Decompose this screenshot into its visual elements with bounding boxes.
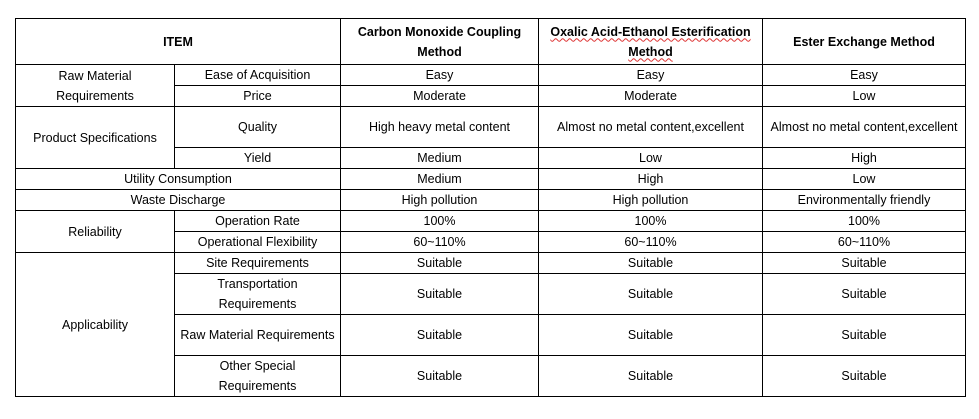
cell-value: 100% (763, 211, 966, 232)
category-product-specifications: Product Specifications (16, 107, 175, 169)
cell-value: High (763, 148, 966, 169)
cell-value: 60~110% (763, 232, 966, 253)
cell-value: 100% (341, 211, 539, 232)
table-row (16, 211, 966, 232)
cell-value: Moderate (341, 86, 539, 107)
subcategory-quality: Quality (175, 107, 341, 148)
cell-value: Suitable (539, 356, 763, 397)
cell-value: 60~110% (539, 232, 763, 253)
subcategory-raw-material-requirements: Raw Material Requirements (175, 315, 341, 356)
subcategory-transportation-requirements: Transportation Requirements (175, 274, 341, 315)
header-method-ester-exchange: Ester Exchange Method (763, 19, 966, 65)
cell-value: Suitable (341, 253, 539, 274)
cell-value: Low (539, 148, 763, 169)
cell-value: Low (763, 169, 966, 190)
category-reliability: Reliability (16, 211, 175, 253)
category-utility-consumption: Utility Consumption (16, 169, 341, 190)
cell-value: Almost no metal content,excellent (763, 107, 966, 148)
table-row (16, 65, 966, 86)
subcategory-price: Price (175, 86, 341, 107)
cell-value: Suitable (763, 315, 966, 356)
category-raw-material-requirements: Raw Material Requirements (16, 65, 175, 107)
table-row (16, 190, 966, 211)
cell-value: Medium (341, 148, 539, 169)
cell-value: High (539, 169, 763, 190)
table-row (16, 169, 966, 190)
cell-value: Suitable (539, 253, 763, 274)
subcategory-yield: Yield (175, 148, 341, 169)
cell-value: 100% (539, 211, 763, 232)
cell-value: Suitable (539, 315, 763, 356)
cell-value: Suitable (763, 253, 966, 274)
subcategory-operational-flexibility: Operational Flexibility (175, 232, 341, 253)
table-row (16, 107, 966, 148)
cell-value: Almost no metal content,excellent (539, 107, 763, 148)
cell-value: 60~110% (341, 232, 539, 253)
cell-value: High pollution (539, 190, 763, 211)
header-item: ITEM (16, 19, 341, 65)
header-method-oxalic-acid (539, 19, 763, 65)
cell-value: Suitable (763, 274, 966, 315)
cell-value: Moderate (539, 86, 763, 107)
cell-value: Suitable (341, 356, 539, 397)
comparison-table (15, 18, 966, 397)
subcategory-site-requirements: Site Requirements (175, 253, 341, 274)
header-row (16, 19, 966, 65)
subcategory-ease-of-acquisition: Ease of Acquisition (175, 65, 341, 86)
cell-value: Suitable (763, 356, 966, 397)
cell-value: Environmentally friendly (763, 190, 966, 211)
cell-value: Suitable (539, 274, 763, 315)
category-applicability: Applicability (16, 253, 175, 397)
table-row (16, 253, 966, 274)
cell-value: High heavy metal content (341, 107, 539, 148)
cell-value: Low (763, 86, 966, 107)
cell-value: Suitable (341, 274, 539, 315)
comparison-table-container (15, 18, 966, 397)
category-waste-discharge: Waste Discharge (16, 190, 341, 211)
cell-value: Easy (539, 65, 763, 86)
header-method-carbon-monoxide: Carbon Monoxide Coupling Method (341, 19, 539, 65)
subcategory-other-special-requirements: Other Special Requirements (175, 356, 341, 397)
cell-value: Easy (341, 65, 539, 86)
header-method-oxalic-acid-text: Oxalic Acid-Ethanol Esterification Method (550, 24, 751, 59)
cell-value: Suitable (341, 315, 539, 356)
cell-value: Medium (341, 169, 539, 190)
cell-value: Easy (763, 65, 966, 86)
cell-value: High pollution (341, 190, 539, 211)
subcategory-operation-rate: Operation Rate (175, 211, 341, 232)
